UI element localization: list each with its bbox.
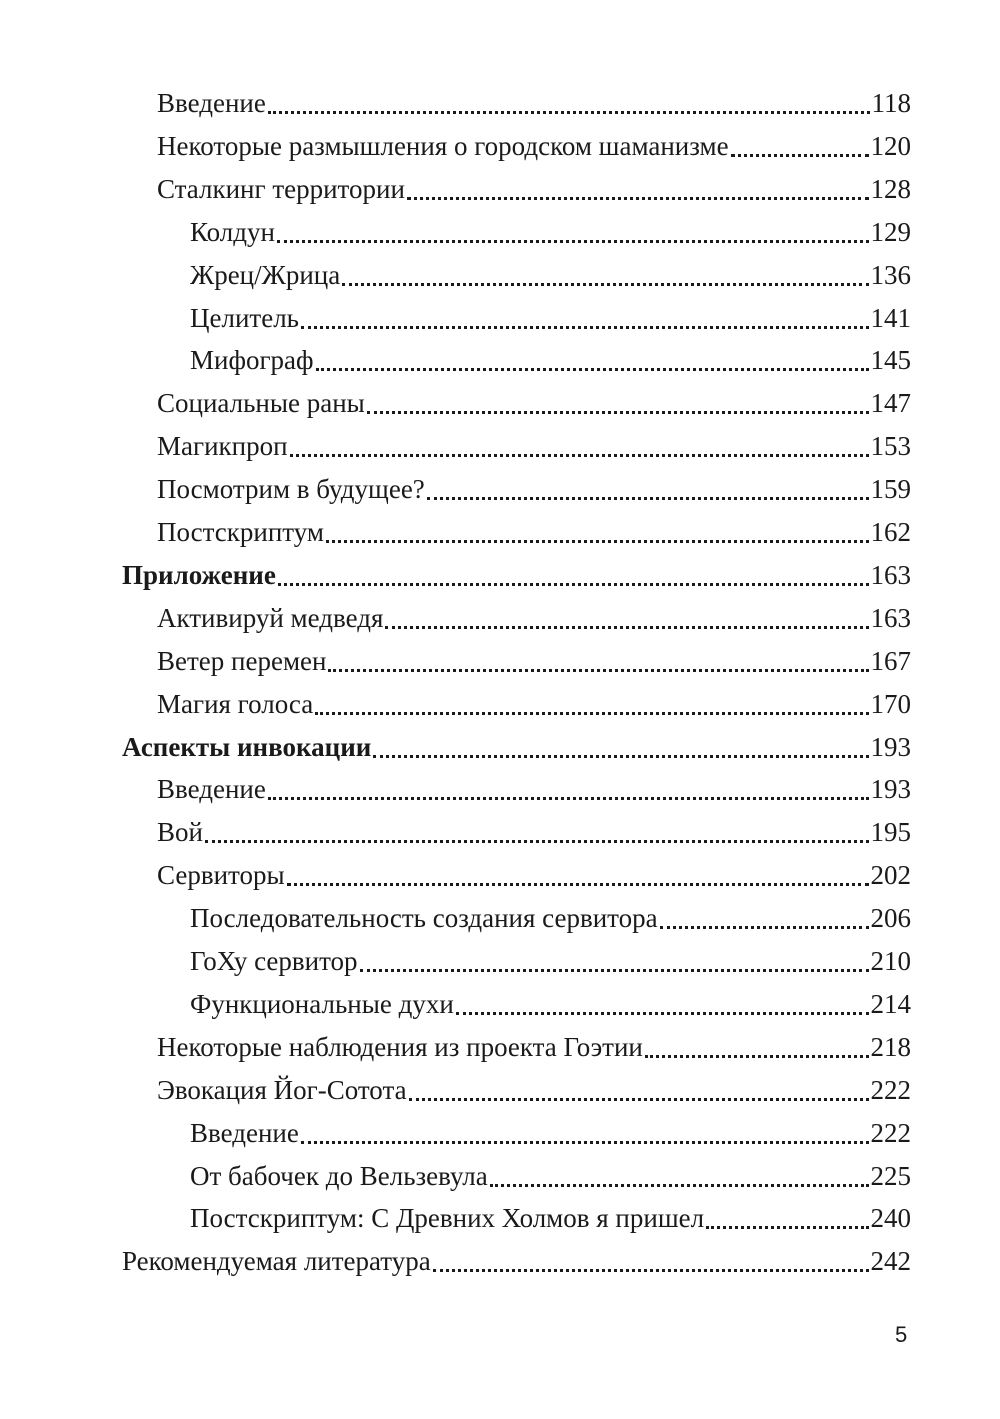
toc-entry[interactable] (157, 168, 911, 211)
toc-entry-page: 195 (870, 817, 911, 848)
toc-entry-title: Последовательность создания сервитора (190, 903, 658, 934)
toc-entry-title: Приложение (122, 559, 276, 590)
toc-entry-title: Колдун (190, 216, 275, 247)
toc-entry-page: 163 (870, 602, 911, 633)
toc-entry-page: 210 (870, 946, 911, 976)
dot-leader (407, 197, 869, 200)
toc-entry-page: 193 (870, 731, 911, 762)
dot-leader (268, 797, 869, 800)
toc-entry-page: 218 (870, 1031, 911, 1062)
toc-entry-page: 202 (870, 860, 911, 891)
toc-entry[interactable] (122, 1240, 911, 1283)
toc-entry-page: 147 (870, 388, 911, 419)
dot-leader (456, 1012, 869, 1015)
dot-leader (301, 326, 869, 329)
toc-entry-title: Введение (157, 774, 266, 805)
dot-leader (278, 583, 869, 586)
toc-entry-title: Рекомендуемая литература (122, 1246, 431, 1277)
toc-entry[interactable] (157, 125, 911, 168)
toc-entry-title: Активируй медведя (157, 602, 384, 633)
toc-entry[interactable] (122, 726, 911, 769)
toc-entry-title: Жрец/Жрица (190, 259, 341, 290)
toc-entry[interactable] (190, 1155, 911, 1198)
toc-entry-page: 141 (870, 302, 911, 333)
toc-entry-page: 222 (870, 1074, 911, 1105)
toc-entry-page: 145 (870, 345, 911, 376)
dot-leader (706, 1226, 868, 1229)
toc-entry-title: Магия голоса (157, 688, 314, 719)
toc-entry-title: Некоторые размышления о городском шаманизме (157, 130, 729, 161)
page-number: 5 (895, 1322, 908, 1347)
toc-entry-title: Введение (157, 88, 266, 118)
toc-entry-title: От бабочек до Вельзевула (190, 1160, 488, 1191)
toc-entry-title: ГоХу сервитор (190, 946, 358, 976)
dot-leader (277, 240, 869, 243)
toc-entry[interactable] (157, 382, 911, 425)
toc-entry[interactable] (157, 1026, 911, 1069)
toc-entry-page: 162 (870, 517, 911, 547)
toc-entry[interactable] (122, 554, 911, 597)
toc-entry-title: Постскриптум: С Древних Холмов я пришел (190, 1203, 705, 1234)
dot-leader (268, 111, 870, 114)
dot-leader (360, 969, 869, 972)
toc-entry-page: 153 (870, 431, 911, 462)
dot-leader (385, 626, 868, 629)
toc-entry-title: Сталкинг территории (157, 173, 405, 204)
toc-entry[interactable] (157, 811, 911, 854)
dot-leader (316, 368, 869, 371)
toc-entry-title: Ветер перемен (157, 645, 327, 676)
toc-entry[interactable] (190, 983, 911, 1026)
toc-entry-title: Посмотрим в будущее? (157, 474, 425, 505)
toc-entry[interactable] (190, 339, 911, 382)
toc-entry-title: Сервиторы (157, 860, 285, 891)
toc-entry[interactable] (157, 1069, 911, 1112)
toc-entry-title: Аспекты инвокации (122, 731, 372, 762)
toc-entry-title: Некоторые наблюдения из проекта Гоэтии (157, 1031, 643, 1062)
toc-entry-page: 159 (870, 474, 911, 505)
dot-leader (490, 1184, 869, 1187)
toc-entry-page: 167 (870, 645, 911, 676)
toc-entry-page: 206 (870, 903, 911, 934)
dot-leader (433, 1269, 869, 1272)
dot-leader (315, 712, 868, 715)
toc-entry[interactable] (190, 940, 911, 983)
toc-entry-page: 129 (870, 216, 911, 247)
toc-entry[interactable] (157, 640, 911, 683)
toc-entry-page: 128 (870, 173, 911, 204)
toc-entry-title: Мифограф (190, 345, 314, 376)
toc-entry-title: Постскриптум (157, 517, 324, 547)
toc-entry-title: Введение (190, 1117, 299, 1148)
toc-entry-page: 222 (870, 1117, 911, 1148)
toc-entry-page: 118 (871, 88, 911, 118)
toc-entry-page: 170 (870, 688, 911, 719)
toc-entry[interactable] (157, 768, 911, 811)
toc-entry[interactable] (157, 82, 911, 125)
toc-entry-page: 240 (870, 1203, 911, 1234)
toc-entry-title: Эвокация Йог-Сотота (157, 1074, 407, 1105)
toc-entry[interactable] (190, 897, 911, 940)
dot-leader (205, 840, 869, 843)
toc-entry-page: 193 (870, 774, 911, 805)
toc-entry[interactable] (190, 1112, 911, 1155)
toc-entry[interactable] (190, 211, 911, 254)
dot-leader (660, 926, 869, 929)
toc-entry[interactable] (190, 254, 911, 297)
toc-entry-page: 225 (870, 1160, 911, 1191)
dot-leader (301, 1141, 869, 1144)
toc-entry-page: 242 (870, 1246, 911, 1277)
dot-leader (645, 1055, 869, 1058)
dot-leader (367, 411, 869, 414)
toc-entry[interactable] (157, 597, 911, 640)
toc-entry[interactable] (157, 425, 911, 468)
toc-entry-page: 163 (870, 559, 911, 590)
toc-entry[interactable] (157, 854, 911, 897)
toc-entry[interactable] (190, 297, 911, 340)
dot-leader (342, 283, 868, 286)
dot-leader (287, 883, 869, 886)
dot-leader (373, 755, 868, 758)
dot-leader (731, 154, 869, 157)
toc-entry[interactable] (157, 683, 911, 726)
toc-entry[interactable] (157, 511, 911, 554)
toc-entry-title: Социальные раны (157, 388, 365, 419)
toc-entry[interactable] (190, 1197, 911, 1240)
toc-entry-title: Функциональные духи (190, 988, 454, 1019)
dot-leader (328, 669, 868, 672)
toc-entry-title: Целитель (190, 302, 299, 333)
dot-leader (409, 1098, 869, 1101)
toc-entry-page: 214 (870, 988, 911, 1019)
dot-leader (326, 540, 869, 543)
toc-entry-title: Вой (157, 817, 203, 848)
toc-entry-page: 136 (870, 259, 911, 290)
dot-leader (290, 454, 869, 457)
toc-entry-page: 120 (870, 130, 911, 161)
dot-leader (427, 497, 869, 500)
toc-entry-title: Магикпроп (157, 431, 288, 462)
toc-entry[interactable] (157, 468, 911, 511)
